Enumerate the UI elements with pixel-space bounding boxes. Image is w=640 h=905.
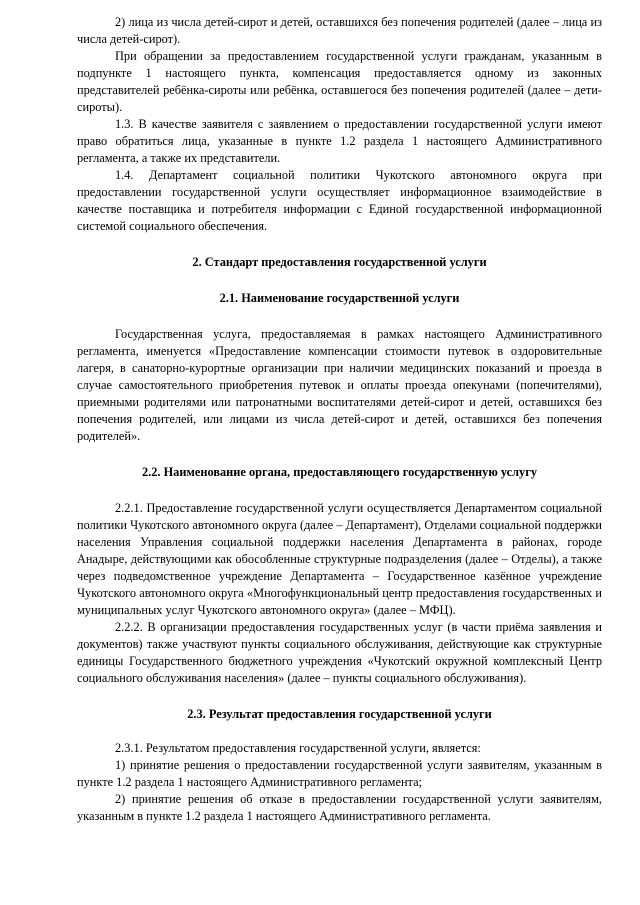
section-2-2-heading: 2.2. Наименование органа, предоставляющего государственную услугу	[141, 465, 538, 479]
paragraph-orphans-definition: 2) лица из числа детей-сирот и детей, оставшихся без попечения родителей (далее – лица из числа детей-сирот).	[77, 15, 602, 46]
paragraph-2-1: Государственная услуга, предоставляемая в рамках настоящего Административного регламента, именуется «Предоставление компенсации стоимости путевок в оздоровительные лагеря, в санаторно-курортные организации при наличии медицинских показаний и проезда в случае самостоятельного приобретения путевок и оплаты проезда опекунами (попечителями), приемными родителями или патронатными воспитателями детей-сирот и детей, оставшихся без попечения родителей, или лицами из числа детей-сирот и детей, оставшихся без попечения родителей».	[77, 327, 602, 443]
paragraph-2-2-1: 2.2.1. Предоставление государственной услуги осуществляется Департаментом социальной политики Чукотского автономного округа (далее – Департамент), Отделами социальной поддержки населения Управления социальной поддержки населения Департамента в районах, городе Анадыре, действующими как обособленные структурные подразделения (далее – Отделы), а также через подведомственное учреждение Департамента – Государственное казённое учреждение Чукотского автономного округа «Многофункциональный центр предоставления государственных и муниципальных услуг Чукотского автономного округа» (далее – МФЦ).	[77, 501, 602, 617]
section-2-3-heading: 2.3. Результат предоставления государственной услуги	[187, 707, 492, 721]
paragraph-2-2-2: 2.2.2. В организации предоставления государственных услуг (в части приёма заявления и документов) также участвуют пункты социального обслуживания, действующие как структурные единицы Государственного бюджетного учреждения «Чукотский окружной комплексный Центр социального обслуживания населения» (далее – пункты социального обслуживания).	[77, 620, 602, 685]
paragraph-2-3-1: 2.3.1. Результатом предоставления государственной услуги, является:	[115, 741, 481, 755]
document-page	[77, 14, 602, 825]
paragraph-1-3: 1.3. В качестве заявителя с заявлением о предоставлении государственной услуги имеют право обратиться лица, указанные в пункте 1.2 раздела 1 настоящего Административного регламента, а также их представители.	[77, 117, 602, 165]
paragraph-2-3-1-item-1: 1) принятие решения о предоставлении государственной услуги заявителям, указанным в пункте 1.2 раздела 1 настоящего Административного регламента;	[77, 758, 602, 789]
paragraph-1-4: 1.4. Департамент социальной политики Чукотского автономного округа при предоставлении государственной услуги осуществляет информационное взаимодействие в качестве поставщика и потребителя информации с Единой государственной информационной системой социального обеспечения.	[77, 168, 602, 233]
paragraph-2-3-1-item-2: 2) принятие решения об отказе в предоставлении государственной услуги заявителям, указанным в пункте 1.2 раздела 1 настоящего Административного регламента.	[77, 792, 602, 823]
section-2-heading: 2. Стандарт предоставления государственной услуги	[192, 255, 487, 269]
section-2-1-heading: 2.1. Наименование государственной услуги	[219, 291, 460, 305]
paragraph-compensation-recipient: При обращении за предоставлением государственной услуги гражданам, указанным в подпункте 1 настоящего пункта, компенсация предоставляется одному из законных представителей ребёнка-сироты или ребёнка, оставшегося без попечения родителей (далее – дети-сироты).	[77, 49, 602, 114]
